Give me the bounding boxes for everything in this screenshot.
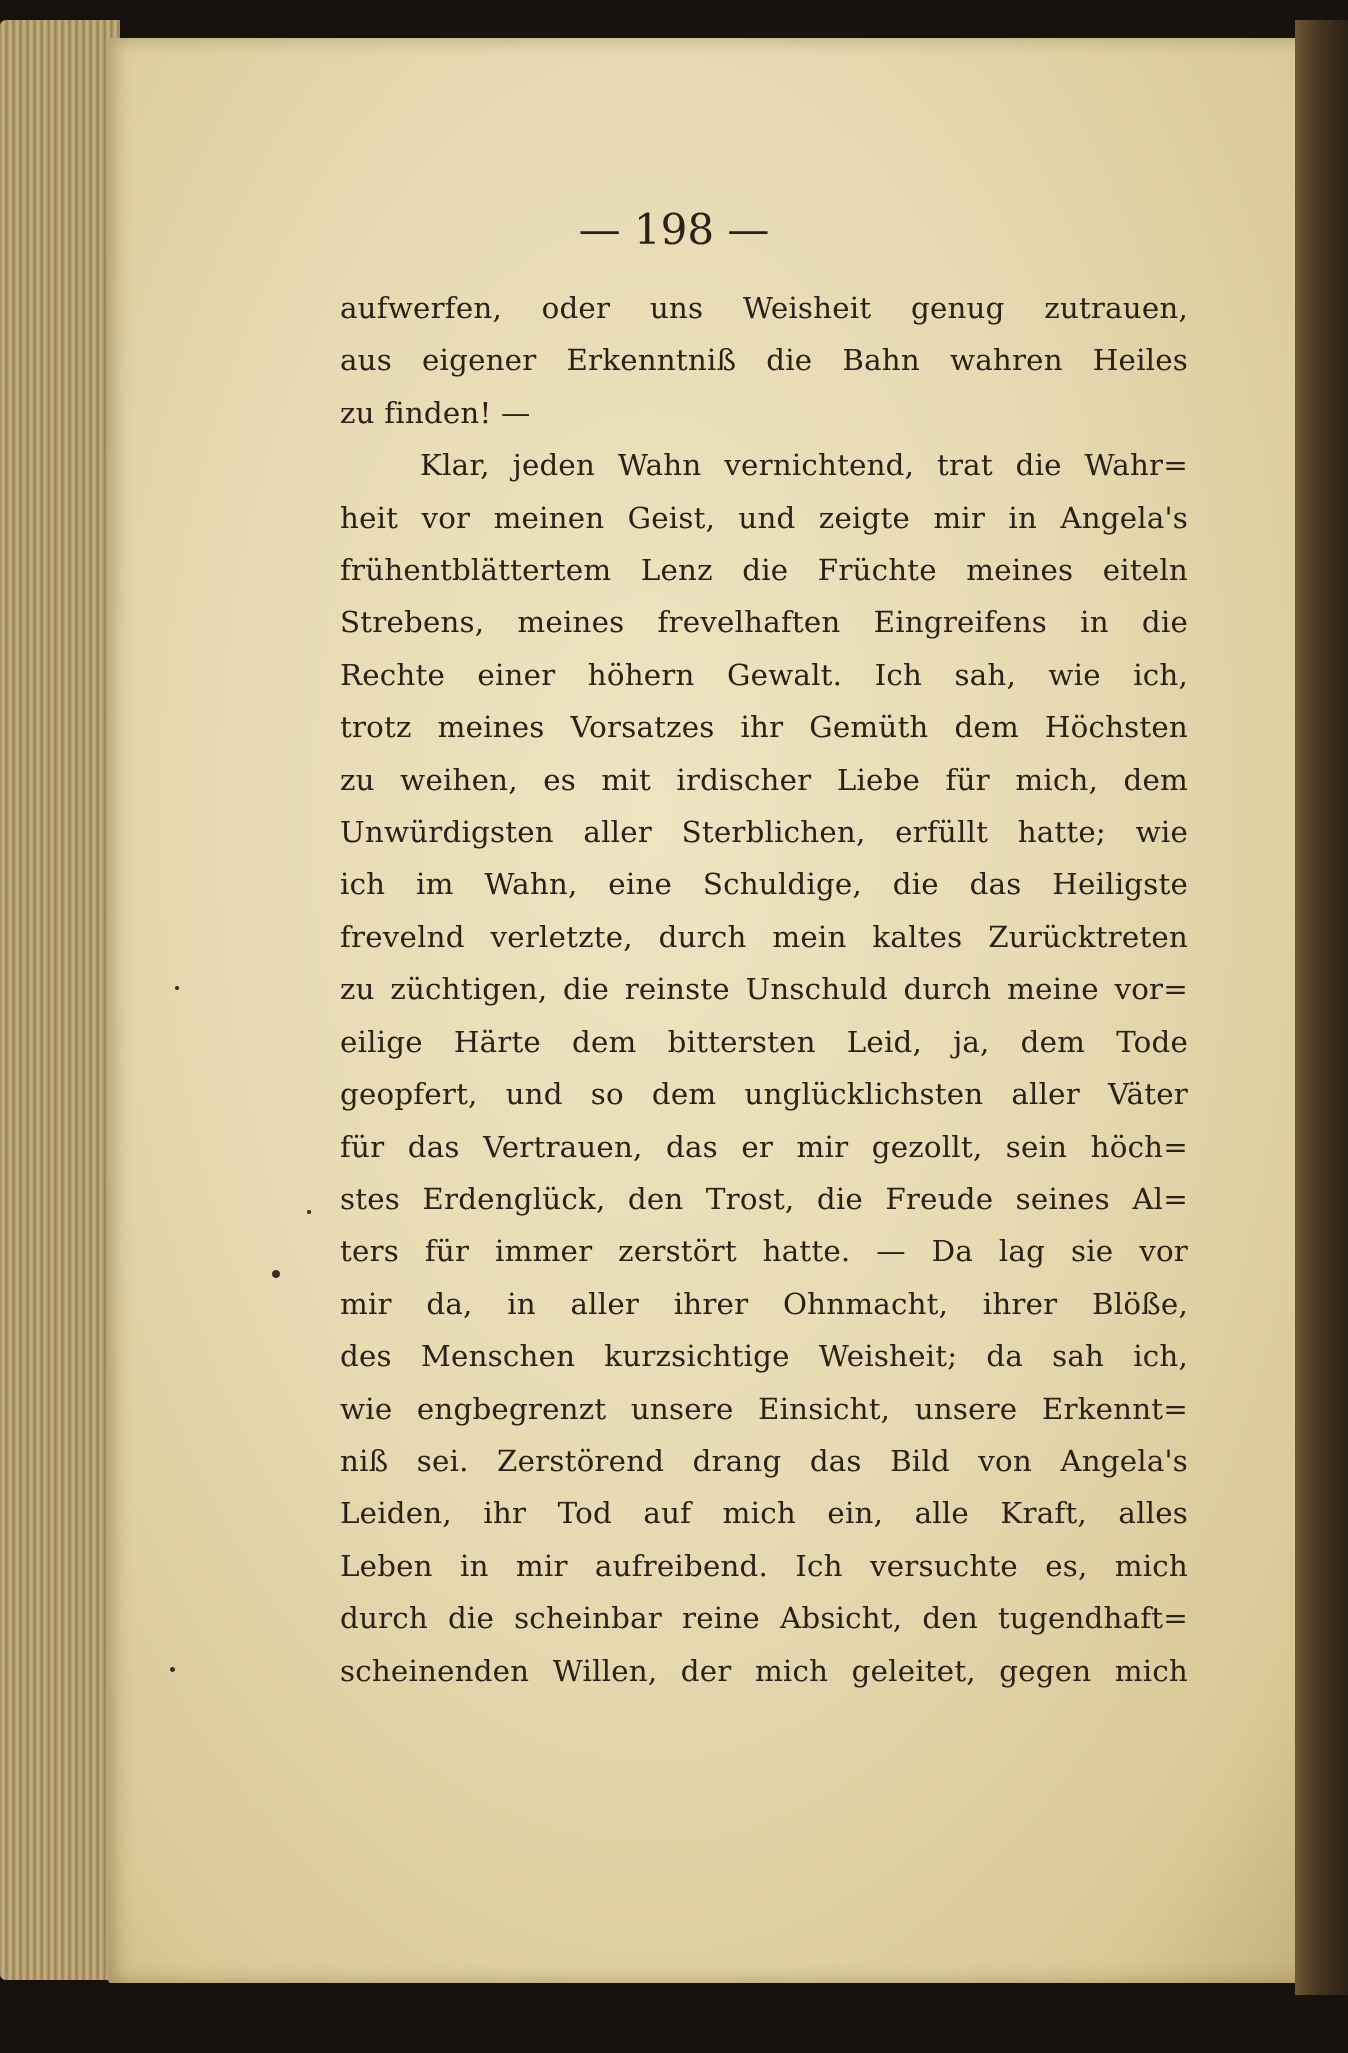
- text-line: Leiden, ihr Tod auf mich ein, alle Kraft, alles: [340, 1496, 1188, 1531]
- text-line: durch die scheinbar reine Absicht, den tugendhaft=: [340, 1601, 1188, 1636]
- text-line: frühentblättertem Lenz die Früchte meines eiteln: [340, 553, 1188, 588]
- text-line: ters für immer zerstört hatte. — Da lag sie vor: [340, 1234, 1188, 1269]
- paper-speck: [170, 1667, 175, 1672]
- text-line: Strebens, meines frevelhaften Eingreifens in die: [340, 605, 1188, 640]
- text-line: eilige Härte dem bittersten Leid, ja, dem Tode: [340, 1024, 1188, 1059]
- text-line: Leben in mir aufreibend. Ich versuchte es, mich: [340, 1548, 1188, 1583]
- body-text: [340, 282, 1188, 1697]
- text-line: aus eigener Erkenntniß die Bahn wahren Heiles: [340, 343, 1188, 378]
- paper-speck: [175, 986, 179, 990]
- text-line: trotz meines Vorsatzes ihr Gemüth dem Höchsten: [340, 710, 1188, 745]
- text-line: stes Erdenglück, den Trost, die Freude seines Al=: [340, 1181, 1188, 1216]
- text-line: ich im Wahn, eine Schuldige, die das Heiligste: [340, 867, 1188, 902]
- text-line: niß sei. Zerstörend drang das Bild von Angela's: [340, 1443, 1188, 1478]
- text-line: scheinenden Willen, der mich geleitet, gegen mich: [340, 1653, 1188, 1688]
- text-line: wie engbegrenzt unsere Einsicht, unsere Erkennt=: [340, 1391, 1188, 1426]
- page-edges: [0, 20, 120, 1980]
- text-line: Unwürdigsten aller Sterblichen, erfüllt hatte; wie: [340, 815, 1188, 850]
- text-line: Klar, jeden Wahn vernichtend, trat die Wahr=: [420, 448, 1188, 483]
- text-line: des Menschen kurzsichtige Weisheit; da sah ich,: [340, 1339, 1188, 1374]
- paper-speck: [307, 1210, 311, 1214]
- text-line: frevelnd verletzte, durch mein kaltes Zurücktreten: [340, 919, 1188, 954]
- page-number: — 198 —: [578, 205, 770, 254]
- text-line: aufwerfen, oder uns Weisheit genug zutrauen,: [340, 291, 1188, 325]
- text-line: für das Vertrauen, das er mir gezollt, sein höch=: [340, 1129, 1188, 1164]
- text-line: mir da, in aller ihrer Ohnmacht, ihrer Blöße,: [340, 1286, 1188, 1321]
- text-line: geopfert, und so dem unglücklichsten aller Väter: [340, 1077, 1188, 1112]
- text-line: zu weihen, es mit irdischer Liebe für mich, dem: [340, 762, 1188, 797]
- text-line: Rechte einer höhern Gewalt. Ich sah, wie ich,: [340, 657, 1188, 692]
- text-line: zu züchtigen, die reinste Unschuld durch meine vor=: [340, 972, 1188, 1007]
- paper-speck: [272, 1270, 280, 1278]
- text-line: zu finden! —: [340, 395, 531, 430]
- text-line: heit vor meinen Geist, und zeigte mir in Angela's: [340, 500, 1188, 535]
- book-spine-edge: [1295, 20, 1348, 1995]
